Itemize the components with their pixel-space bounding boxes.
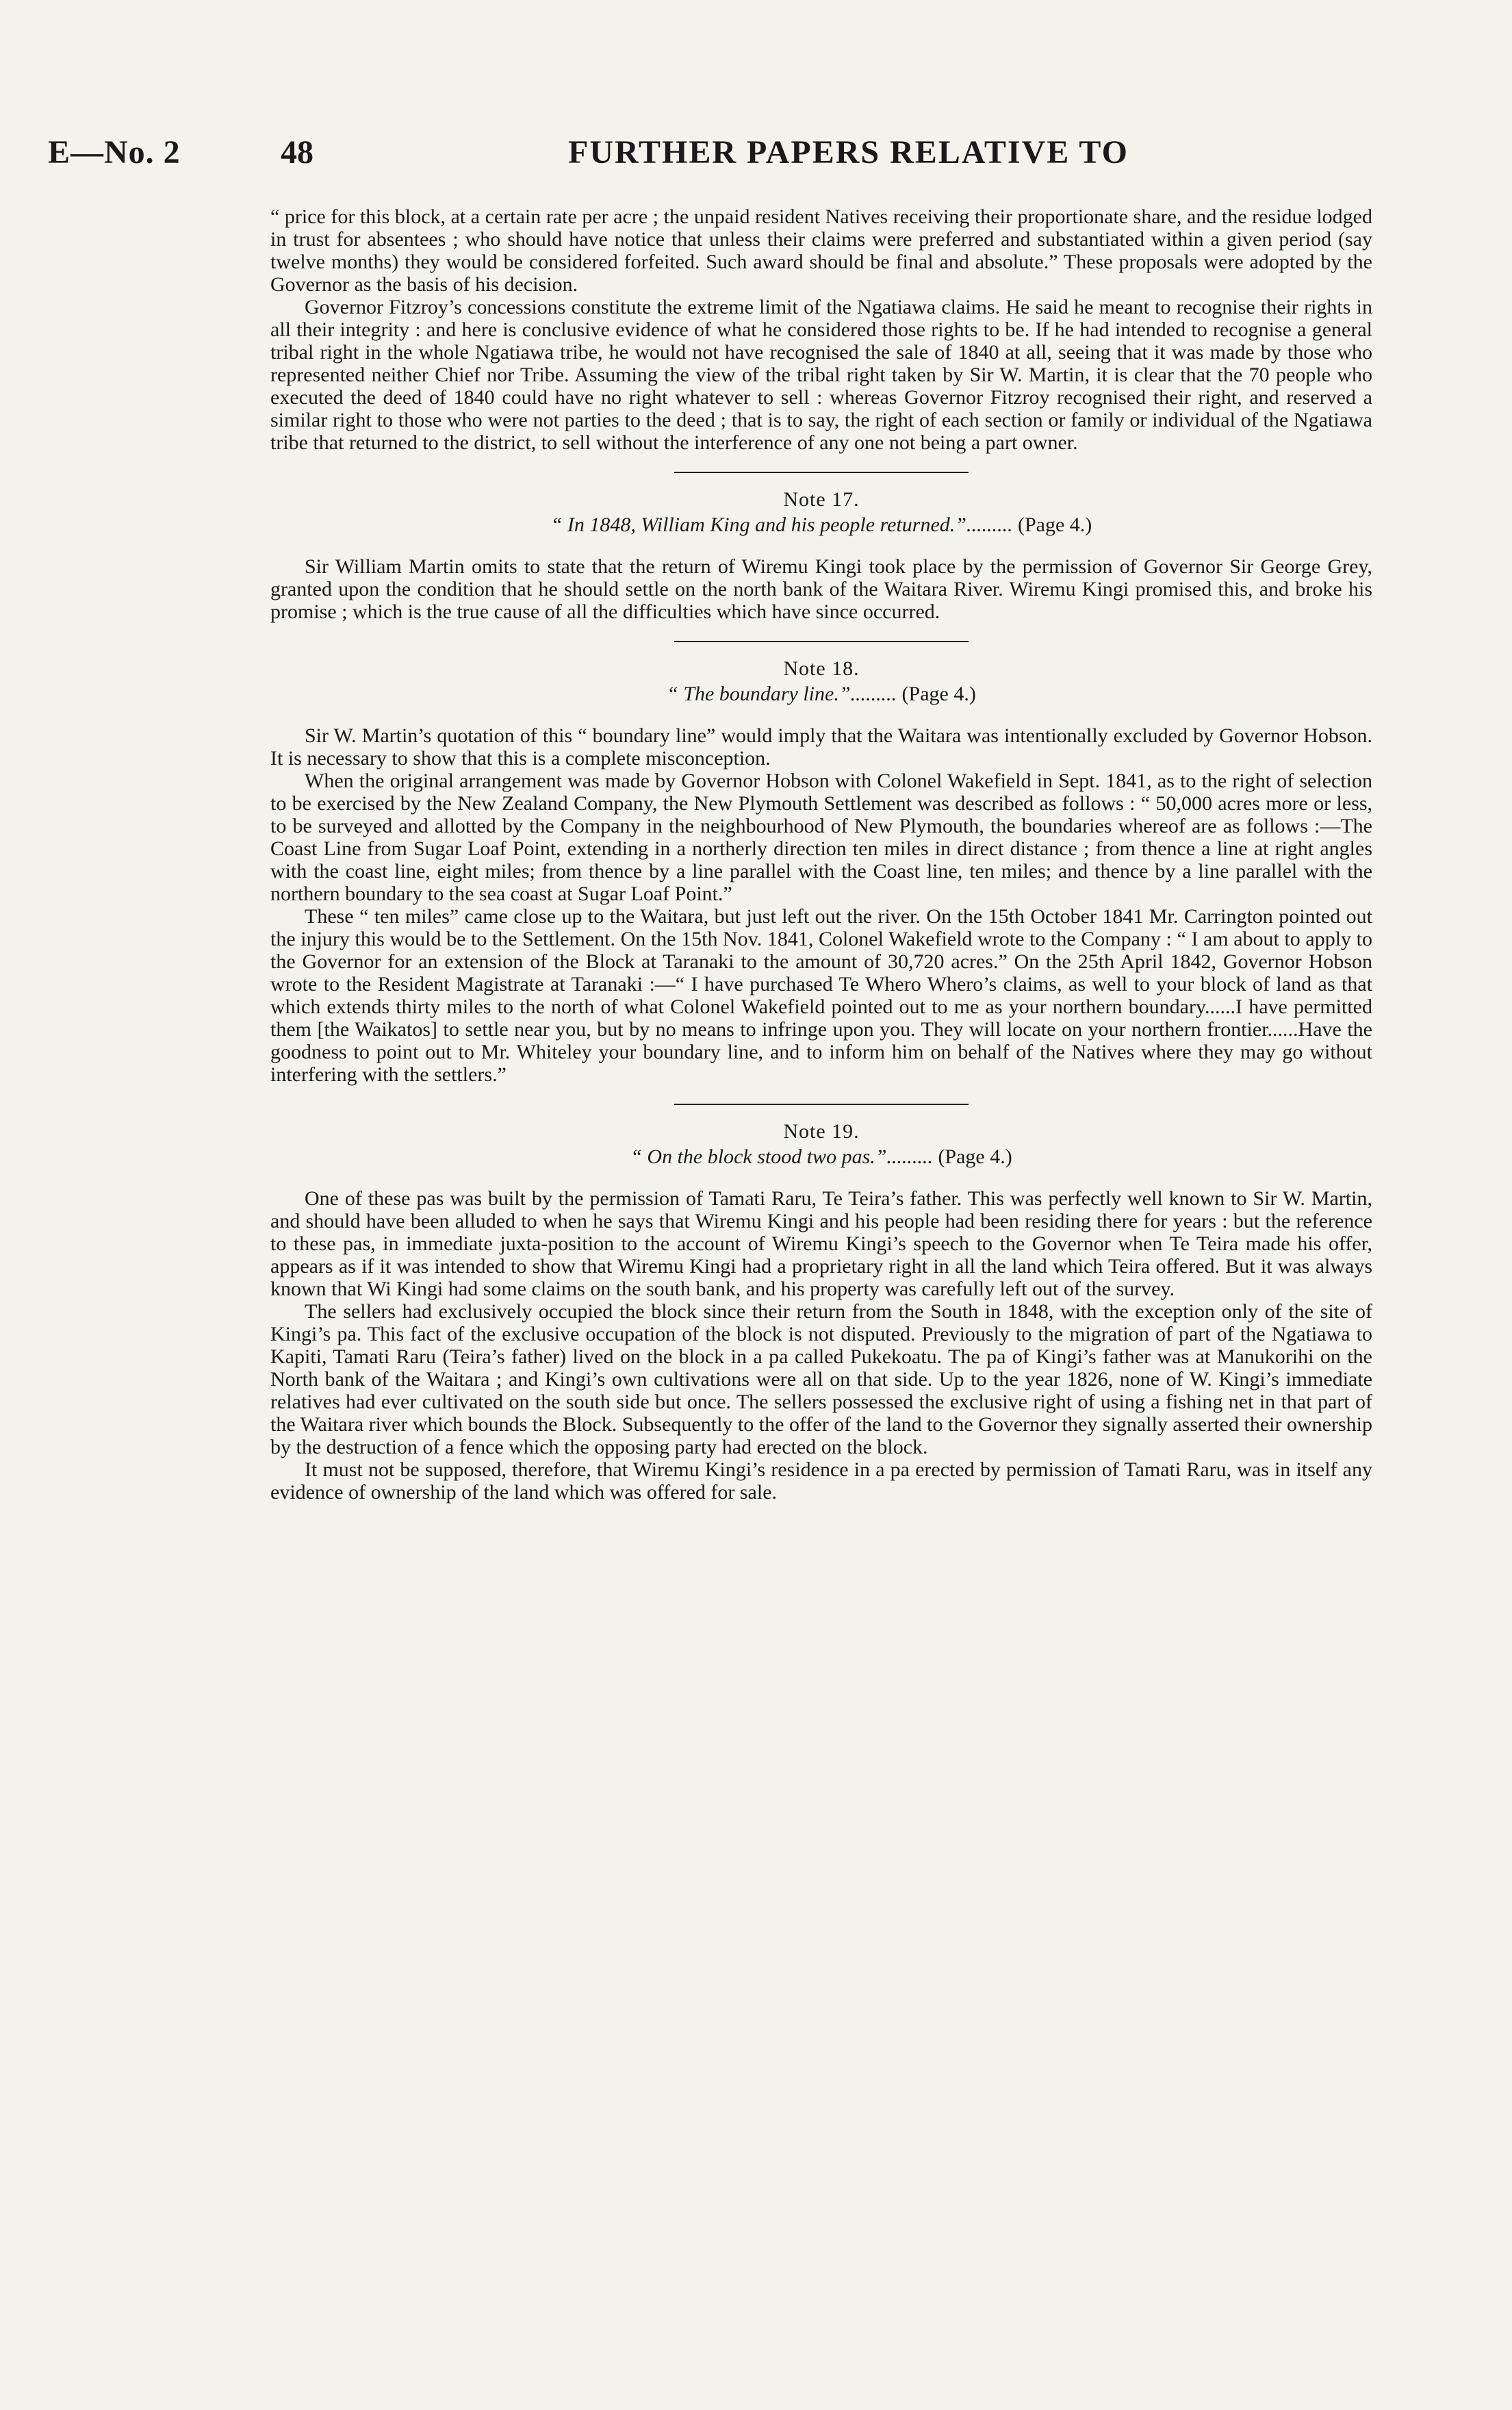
running-head: FURTHER PAPERS RELATIVE TO (568, 134, 1129, 170)
note-19-paragraph-3: It must not be supposed, therefore, that Wiremu Kingi’s residence in a pa erected by permission of Tamati Raru, was in itself any evidence of ownership of the land which was offered for sale. (270, 1458, 1372, 1504)
intro-paragraph-2: Governor Fitzroy’s concessions constitute the extreme limit of the Ngatiawa claims. He said he meant to recognise their rights in all their integrity : and here is conclusive evidence of what he considered those rights to be. If he had intended to recognise a general tribal right in the whole Ngatiawa tribe, he would not have recognised the sale of 1840 at all, seeing that it was made by those who represented neither Chief nor Tribe. Assuming the view of the tribal right taken by Sir W. Martin, it is clear that the 70 people who executed the deed of 1840 could have no right whatever to sell : whereas Governor Fitzroy recognised their right, and reserved a similar right to those who were not parties to the deed ; that is to say, the right of each section or family or individual of the Ngatiawa tribe that returned to the district, to sell without the interference of any one not being a part owner. (270, 296, 1372, 454)
note-17-paragraph-1: Sir William Martin omits to state that the return of Wiremu Kingi took place by the permission of Governor Sir George Grey, granted upon the condition that he should settle on the north bank of the Waitara River. Wiremu Kingi promised this, and broke his promise ; which is the true cause of all the difficulties which have since occurred. (270, 555, 1372, 623)
note-17-page-ref: (Page 4.) (1017, 513, 1092, 536)
note-18-paragraph-2: When the original arrangement was made by Governor Hobson with Colonel Wakefield in Sept. 1841, as to the right of selection to be exercised by the New Zealand Company, the New Plymouth Settlement was described as follows : “ 50,000 acres more or less, to be surveyed and allotted by the Company in the neighbourhood of New Plymouth, the boundaries whereof are as follows :—The Coast Line from Sugar Loaf Point, extending in a northerly direction ten miles in direct distance ; from thence a line at right angles with the coast line, eight miles; from thence by a line parallel with the Coast line, ten miles; and thence by a line parallel with the northern boundary to the sea coast at Sugar Loaf Point.” (270, 770, 1372, 905)
note-17-quote-line (270, 513, 1372, 536)
section-divider (674, 641, 969, 642)
page-header (48, 134, 1444, 188)
note-18-paragraph-3: These “ ten miles” came close up to the Waitara, but just left out the river. On the 15th October 1841 Mr. Carrington pointed out the injury this would be to the Settlement. On the 15th Nov. 1841, Colonel Wakefield wrote to the Company : “ I am about to apply to the Governor for an extension of the Block at Taranaki to the amount of 30,720 acres.” On the 25th April 1842, Governor Hobson wrote to the Resident Magistrate at Taranaki :—“ I have purchased Te Whero Whero’s claims, as well to your block of land as that which extends thirty miles to the north of what Colonel Wakefield pointed out to me as your northern boundary......I have permitted them [the Waikatos] to settle near you, but by no means to infringe upon you. They will locate on your northern frontier......Have the goodness to point out to Mr. Whiteley your boundary line, and to inform him on behalf of the Natives where they may go without interfering with the settlers.” (270, 905, 1372, 1086)
note-19-paragraph-1: One of these pas was built by the permission of Tamati Raru, Te Teira’s father. This was perfectly well known to Sir W. Martin, and should have been alluded to when he says that Wiremu Kingi and his people had been residing there for years : but the reference to these pas, in immediate juxta-position to the account of Wiremu Kingi’s speech to the Governor when Te Teira made his offer, appears as if it was intended to show that Wiremu Kingi had a proprietary right in all the land which Teira offered. But it was always known that Wi Kingi had some claims on the south bank, and his property was carefully left out of the survey. (270, 1187, 1372, 1300)
section-divider (674, 472, 969, 473)
note-18-quote-line (270, 683, 1372, 705)
intro-paragraph-1: “ price for this block, at a certain rate per acre ; the unpaid resident Natives receiving their proportionate share, and the residue lodged in trust for absentees ; who should have notice that unless their claims were preferred and substantiated within a given period (say twelve months) they would be considered forfeited. Such award should be final and absolute.” These proposals were adopted by the Governor as the basis of his decision. (270, 205, 1372, 296)
note-18-paragraph-1: Sir W. Martin’s quotation of this “ boundary line” would imply that the Waitara was intentionally excluded by Governor Hobson. It is necessary to show that this is a complete misconception. (270, 724, 1372, 770)
note-18-title: Note 18. (783, 657, 860, 680)
note-18-page-ref: (Page 4.) (901, 683, 976, 705)
section-divider (674, 1104, 969, 1105)
page-number: 48 (281, 134, 313, 170)
note-19-paragraph-2: The sellers had exclusively occupied the block since their return from the South in 1848, with the exception only of the site of Kingi’s pa. This fact of the exclusive occupation of the block is not disputed. Previously to the migration of part of the Ngatiawa to Kapiti, Tamati Raru (Teira’s father) lived on the block in a pa called Pukekoatu. The pa of Kingi’s father was at Manukorihi on the North bank of the Waitara ; and Kingi’s own cultivations were all on that side. Up to the year 1826, none of W. Kingi’s immediate relatives had ever cultivated on the south side but once. The sellers possessed the exclusive right of using a fishing net in that part of the Waitara river which bounds the Block. Subsequently to the offer of the land to the Governor they signally asserted their ownership by the destruction of a fence which the opposing party had erected on the block. (270, 1300, 1372, 1458)
document-reference: E—No. 2 (48, 134, 181, 170)
note-19-title: Note 19. (783, 1120, 860, 1143)
note-18-quote: “ The boundary line.”......... (667, 683, 897, 705)
note-19-quote-line (270, 1145, 1372, 1168)
body-text (270, 205, 1372, 1504)
note-17-quote: “ In 1848, William King and his people returned.”......... (550, 513, 1013, 536)
note-17-title: Note 17. (783, 488, 860, 511)
note-19-quote: “ On the block stood two pas.”......... (630, 1145, 933, 1168)
note-19-page-ref: (Page 4.) (938, 1145, 1012, 1168)
